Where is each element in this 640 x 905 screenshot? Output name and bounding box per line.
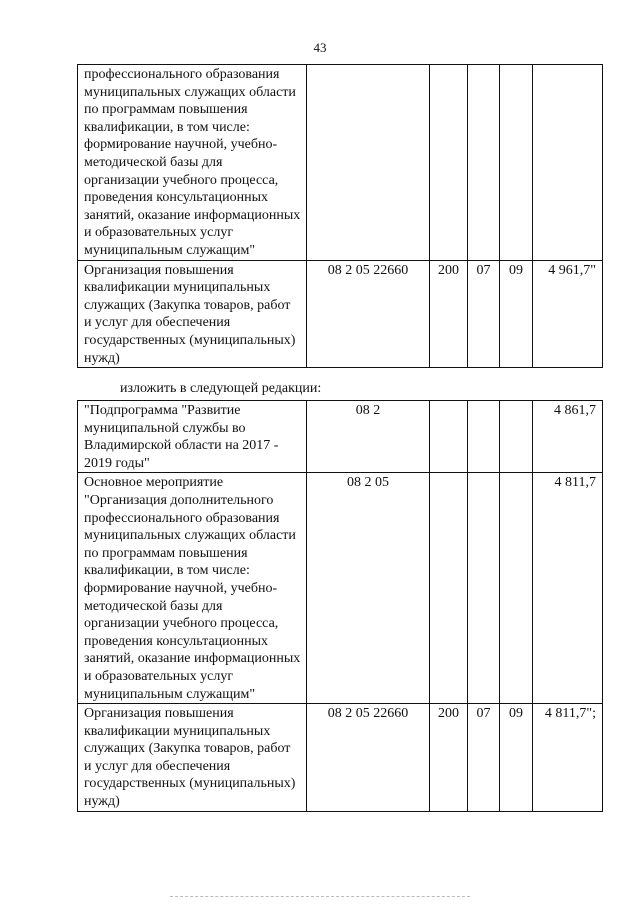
- row-name-cell: Организация повышения квалификации муниципальных служащих (Закупка товаров, работ и услуг для обеспечения государственных (муниципальных) нужд): [78, 704, 307, 812]
- row-name-cell: профессионального образования муниципальных служащих области по программам повышения квалификации, в том числе: формирование научной, учебно-методической базы для организации учебного процесса, проведения консультационных занятий, оказание информационных и образовательных услуг муниципальным служащим": [78, 65, 307, 261]
- target-code-cell: [307, 65, 430, 261]
- budget-table-bottom: [77, 400, 603, 812]
- table-row: [78, 473, 603, 704]
- target-code-cell: 08 2 05 22660: [307, 260, 430, 368]
- expense-type-cell: 200: [430, 704, 468, 812]
- subsection-cell: [500, 401, 533, 473]
- scan-edge-marks: [170, 896, 470, 901]
- amount-cell: [533, 65, 603, 261]
- amount-cell: 4 961,7": [533, 260, 603, 368]
- expense-type-cell: [430, 473, 468, 704]
- subsection-cell: [500, 65, 533, 261]
- section-cell: [468, 401, 500, 473]
- expense-type-cell: 200: [430, 260, 468, 368]
- table-row: [78, 704, 603, 812]
- target-code-cell: 08 2 05 22660: [307, 704, 430, 812]
- row-name-cell: "Подпрограмма "Развитие муниципальной службы во Владимирской области на 2017 - 2019 годы": [78, 401, 307, 473]
- expense-type-cell: [430, 65, 468, 261]
- row-name-cell: Организация повышения квалификации муниципальных служащих (Закупка товаров, работ и услуг для обеспечения государственных (муниципальных) нужд): [78, 260, 307, 368]
- table-row: [78, 401, 603, 473]
- target-code-cell: 08 2: [307, 401, 430, 473]
- expense-type-cell: [430, 401, 468, 473]
- table-row: [78, 65, 603, 261]
- section-cell: [468, 473, 500, 704]
- section-cell: [468, 65, 500, 261]
- page-number: 43: [313, 40, 327, 55]
- amount-cell: 4 861,7: [533, 401, 603, 473]
- subsection-cell: 09: [500, 260, 533, 368]
- row-name-cell: Основное мероприятие "Организация дополнительного профессионального образования муниципальных служащих области по программам повышения квалификации, в том числе: формирование научной, учебно-методической базы для организации учебного процесса, проведения консультационных занятий, оказание информационных и образовательных услуг муниципальным служащим": [78, 473, 307, 704]
- budget-table-top: [77, 64, 603, 368]
- amount-cell: 4 811,7: [533, 473, 603, 704]
- amount-cell: 4 811,7";: [533, 704, 603, 812]
- section-cell: 07: [468, 260, 500, 368]
- subsection-cell: 09: [500, 704, 533, 812]
- section-cell: 07: [468, 704, 500, 812]
- subsection-cell: [500, 473, 533, 704]
- table-row: [78, 260, 603, 368]
- edit-instruction: изложить в следующей редакции:: [120, 381, 322, 396]
- target-code-cell: 08 2 05: [307, 473, 430, 704]
